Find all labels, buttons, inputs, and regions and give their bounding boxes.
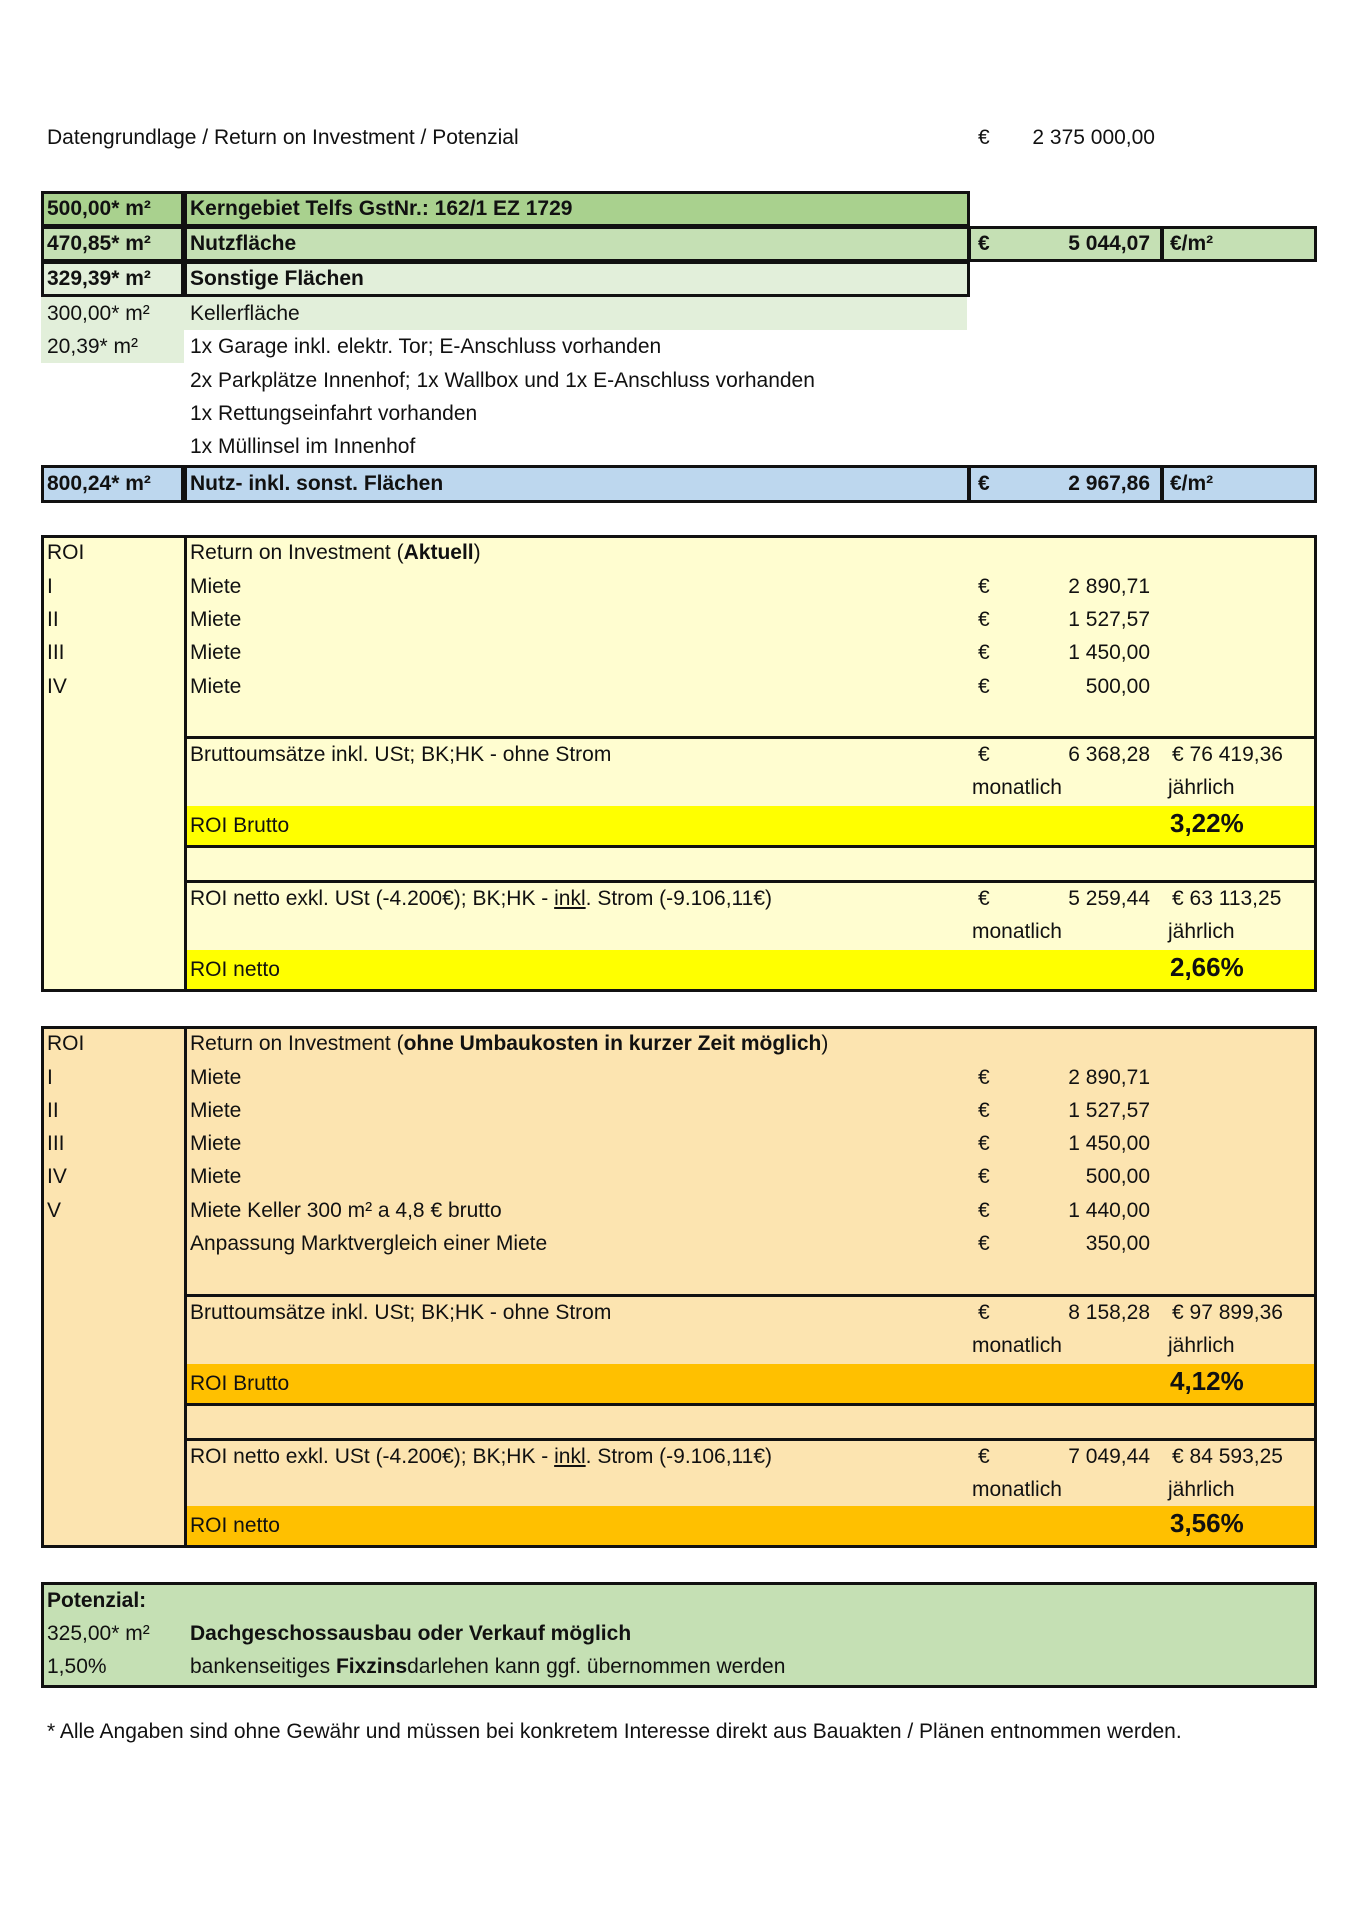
- rent-value: 2 890,71: [1068, 1066, 1150, 1089]
- area-value: 500,00* m²: [47, 197, 151, 220]
- roi-code: ROI: [47, 541, 85, 564]
- price-currency: €: [978, 126, 990, 149]
- roi-brutto-value: 4,12%: [1170, 1366, 1244, 1396]
- roi-brutto-value: 3,22%: [1170, 808, 1244, 838]
- roi-netto-label: ROI netto: [190, 958, 280, 981]
- monthly-label: monatlich: [972, 920, 1062, 943]
- rent-value: 500,00: [1085, 1165, 1150, 1188]
- area-value: 300,00* m²: [47, 302, 150, 325]
- yearly-label: jährlich: [1168, 1478, 1235, 1501]
- potential-text: Dachgeschossausbau oder Verkauf möglich: [190, 1622, 632, 1645]
- brutto-yearly: € 76 419,36: [1172, 743, 1283, 766]
- rent-number: I: [47, 575, 53, 598]
- area-label: Nutzfläche: [190, 232, 297, 255]
- currency-symbol: €: [978, 743, 990, 766]
- area-value: 329,39* m²: [47, 267, 151, 290]
- rent-label: Miete: [190, 641, 242, 664]
- brutto-yearly: € 97 899,36: [1172, 1301, 1283, 1324]
- potential-rate: 1,50%: [47, 1655, 107, 1678]
- area-value: 470,85* m²: [47, 232, 151, 255]
- rent-value: 1 450,00: [1068, 641, 1150, 664]
- rent-value: 1 527,57: [1068, 608, 1150, 631]
- area-label: 1x Garage inkl. elektr. Tor; E-Anschluss vorhanden: [190, 335, 662, 358]
- rent-number: I: [47, 1066, 53, 1089]
- yearly-label: jährlich: [1168, 776, 1235, 799]
- rent-label: Miete: [190, 675, 242, 698]
- unit-label: €/m²: [1170, 472, 1214, 495]
- total-price: 2 375 000,00: [1032, 126, 1155, 149]
- netto-label: ROI netto exkl. USt (-4.200€); BK;HK - inkl. Strom (-9.106,11€): [190, 887, 773, 910]
- currency-symbol: €: [978, 472, 990, 495]
- roi-brutto-label: ROI Brutto: [190, 814, 290, 837]
- monthly-label: monatlich: [972, 1334, 1062, 1357]
- rent-label: Miete: [190, 1132, 242, 1155]
- monthly-label: monatlich: [972, 776, 1062, 799]
- roi-brutto-label: ROI Brutto: [190, 1372, 290, 1395]
- total-label: Nutz- inkl. sonst. Flächen: [190, 472, 444, 495]
- rent-label: Miete: [190, 1165, 242, 1188]
- currency-symbol: €: [978, 1232, 990, 1255]
- rent-number: II: [47, 1099, 59, 1122]
- area-label: 1x Müllinsel im Innenhof: [190, 435, 416, 458]
- netto-yearly: € 84 593,25: [1172, 1445, 1283, 1468]
- brutto-label: Bruttoumsätze inkl. USt; BK;HK - ohne Strom: [190, 1301, 612, 1324]
- rent-number: III: [47, 641, 65, 664]
- rent-value: 1 450,00: [1068, 1132, 1150, 1155]
- netto-yearly: € 63 113,25: [1172, 887, 1282, 910]
- area-label: 2x Parkplätze Innenhof; 1x Wallbox und 1x E-Anschluss vorhanden: [190, 369, 815, 392]
- rent-number: IV: [47, 1165, 67, 1188]
- area-value: 20,39* m²: [47, 335, 139, 358]
- currency-symbol: €: [978, 575, 990, 598]
- rent-number: V: [47, 1199, 62, 1222]
- potential-area: 325,00* m²: [47, 1622, 150, 1645]
- area-label: 1x Rettungseinfahrt vorhanden: [190, 402, 478, 425]
- footnote: * Alle Angaben sind ohne Gewähr und müssen bei konkretem Interesse direkt aus Bauakten / Plänen entnommen werden.: [47, 1720, 1182, 1743]
- currency-symbol: €: [978, 608, 990, 631]
- unit-label: €/m²: [1170, 232, 1214, 255]
- currency-symbol: €: [978, 1301, 990, 1324]
- currency-symbol: €: [978, 1165, 990, 1188]
- roi-netto-label: ROI netto: [190, 1514, 280, 1537]
- currency-symbol: €: [978, 1445, 990, 1468]
- currency-symbol: €: [978, 1066, 990, 1089]
- currency-symbol: €: [978, 1099, 990, 1122]
- rent-value: 1 527,57: [1068, 1099, 1150, 1122]
- currency-symbol: €: [978, 675, 990, 698]
- currency-symbol: €: [978, 1132, 990, 1155]
- currency-symbol: €: [978, 232, 990, 255]
- yearly-label: jährlich: [1168, 920, 1235, 943]
- netto-monthly: 7 049,44: [1068, 1445, 1150, 1468]
- roi-title: Return on Investment (ohne Umbaukosten in kurzer Zeit möglich): [190, 1032, 829, 1055]
- area-label: Kellerfläche: [190, 302, 300, 325]
- roi-code: ROI: [47, 1032, 85, 1055]
- potential-title: Potenzial:: [47, 1589, 147, 1612]
- currency-symbol: €: [978, 641, 990, 664]
- yearly-label: jährlich: [1168, 1334, 1235, 1357]
- rent-number: II: [47, 608, 59, 631]
- area-label: Kerngebiet Telfs GstNr.: 162/1 EZ 1729: [190, 197, 573, 220]
- rent-label: Miete: [190, 608, 242, 631]
- netto-label: ROI netto exkl. USt (-4.200€); BK;HK - inkl. Strom (-9.106,11€): [190, 1445, 773, 1468]
- rent-label: Miete: [190, 575, 242, 598]
- price-per-m2: 5 044,07: [1068, 232, 1150, 255]
- currency-symbol: €: [978, 887, 990, 910]
- monthly-label: monatlich: [972, 1478, 1062, 1501]
- currency-symbol: €: [978, 1199, 990, 1222]
- rent-label: Miete: [190, 1099, 242, 1122]
- roi-title: Return on Investment (Aktuell): [190, 541, 481, 564]
- rent-value: 1 440,00: [1068, 1199, 1150, 1222]
- total-price-per-m2: 2 967,86: [1068, 472, 1150, 495]
- roi-netto-value: 2,66%: [1170, 952, 1244, 982]
- area-label: Sonstige Flächen: [190, 267, 364, 290]
- rent-value: 2 890,71: [1068, 575, 1150, 598]
- roi-netto-value: 3,56%: [1170, 1508, 1244, 1538]
- rent-number: IV: [47, 675, 67, 698]
- potential-loan-text: bankenseitiges Fixzinsdarlehen kann ggf. übernommen werden: [190, 1655, 786, 1678]
- total-area: 800,24* m²: [47, 472, 151, 495]
- rent-label: Miete Keller 300 m² a 4,8 € brutto: [190, 1199, 502, 1222]
- rent-number: III: [47, 1132, 65, 1155]
- brutto-monthly: 8 158,28: [1068, 1301, 1150, 1324]
- rent-label: Anpassung Marktvergleich einer Miete: [190, 1232, 548, 1255]
- netto-monthly: 5 259,44: [1068, 887, 1150, 910]
- brutto-monthly: 6 368,28: [1068, 743, 1150, 766]
- rent-label: Miete: [190, 1066, 242, 1089]
- brutto-label: Bruttoumsätze inkl. USt; BK;HK - ohne Strom: [190, 743, 612, 766]
- page-title: Datengrundlage / Return on Investment / Potenzial: [47, 126, 519, 149]
- rent-value: 500,00: [1085, 675, 1150, 698]
- rent-value: 350,00: [1085, 1232, 1150, 1255]
